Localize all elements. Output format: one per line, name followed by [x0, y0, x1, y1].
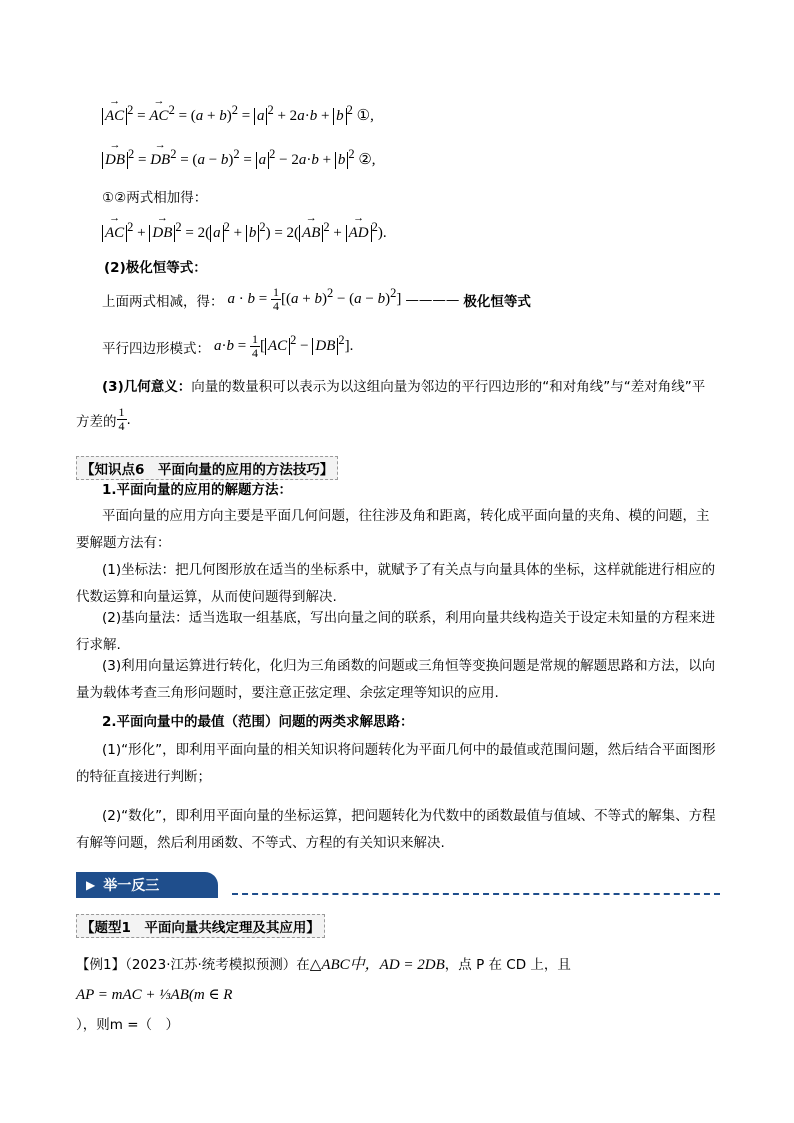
banner-arrow-icon: ▶ [86, 878, 96, 892]
example-label: 【例1】 [76, 957, 126, 973]
geo-line-2: 方差的 $\frac{1}{4}$ . [76, 405, 131, 433]
geo-heading: (3)几何意义： [102, 379, 192, 395]
section6-heading-2: 2.平面向量中的最值（范围）问题的两类求解思路： [102, 714, 414, 730]
sum-label: ①②两式相加得： [102, 190, 208, 206]
polar-dash: ———— [405, 291, 460, 308]
formula-line-2: → DB $^2$ = → $DB^2 = (a - b)^2 = a$ $^2$ − 2a·b + b $^2$ ②, [102, 147, 376, 169]
example-source: （2023·江苏·统考模拟预测）在 [125, 957, 310, 973]
example-triangle: △ABC中， [309, 957, 380, 973]
formula-line-1: → AC $^2$ = → $AC^2 = (a + b)^2 = a$ $^2$ + 2a·b + b $^2$ ①, [102, 103, 374, 125]
polar-heading: (2)极化恒等式： [104, 260, 207, 276]
section6-heading-1: 1.平面向量的应用的解题方法： [102, 482, 293, 498]
section6-paragraph-3: (2)基向量法：适当选取一组基底，写出向量之间的联系，利用向量共线构造关于设定未知量的方程来进行求解. [76, 610, 716, 653]
geo-text-a: 向量的数量积可以表示为以这组向量为邻边的平行四边形的“和对角线”与“差对角线”平 [191, 379, 706, 395]
topic-1-tag: 【题型1 平面向量共线定理及其应用】 [76, 914, 325, 938]
example-ad-2db: AD = 2DB [379, 957, 445, 973]
geo-fraction: $\frac{1}{4}$ [118, 405, 125, 433]
parallelogram-equation: a·b = $\frac{1}{4}$ [ AC $^2$ − DB $^2$]. [214, 332, 354, 361]
practice-banner [76, 872, 218, 898]
section6-paragraph-2: (1)坐标法：把几何图形放在适当的坐标系中，就赋予了有关点与向量具体的坐标，这样就能进行相应的代数运算和向量运算，从而使问题得到解决. [76, 562, 716, 605]
polar-identity-name: 极化恒等式 [463, 293, 531, 310]
parallelogram-row [102, 333, 353, 360]
knowledge-point-6-tag: 【知识点6 平面向量的应用的方法技巧】 [76, 456, 338, 480]
banner-label: 举一反三 [103, 878, 160, 894]
polar-equation: a · b = $\frac{1}{4}$ $[(a + b)^2 - (a - b)^2]$ [227, 285, 402, 314]
subtract-label: 上面两式相减，得： [102, 293, 224, 310]
formula-line-3: → AC $^2$ + → DB $^2$ = 2( a $^2$ + b $^2$) = 2(→ AB $^2$ + → AD $^2$). [102, 220, 387, 242]
example-point-p: ，点 P 在 CD 上，且 [444, 957, 571, 973]
section6-paragraph-1: 平面向量的应用方向主要是平面几何问题，往往涉及角和距离，转化成平面向量的夹角、模的问题，主要解题方法有： [76, 508, 710, 551]
banner-divider [232, 893, 720, 895]
example-ap-equation: AP = mAC + ⅓AB(m ∈ R [76, 987, 233, 1003]
section6-paragraph-4: (3)利用向量运算进行转化，化归为三角函数的问题或三角恒等变换问题是常规的解题思路和方法，以向量为载体考查三角形问题时，要注意正弦定理、余弦定理等知识的应用. [76, 658, 716, 701]
example-1 [76, 950, 726, 1040]
geo-text-b: 方差的 [76, 413, 117, 430]
section6-paragraph-6: (2)“数化”，即利用平面向量的坐标运算，把问题转化为代数中的函数最值与值域、不等式的解集、方程有解等问题，然后利用函数、不等式、方程的有关知识来解决. [76, 808, 716, 851]
polar-identity-row [102, 286, 531, 313]
parallelogram-label: 平行四边形模式： [102, 340, 210, 357]
section6-paragraph-5: (1)“形化”，即利用平面向量的相关知识将问题转化为平面几何中的最值或范围问题，然后结合平面图形的特征直接进行判断； [76, 742, 716, 785]
geometric-meaning [102, 374, 722, 401]
example-question: ），则m =（ ） [76, 1017, 180, 1033]
